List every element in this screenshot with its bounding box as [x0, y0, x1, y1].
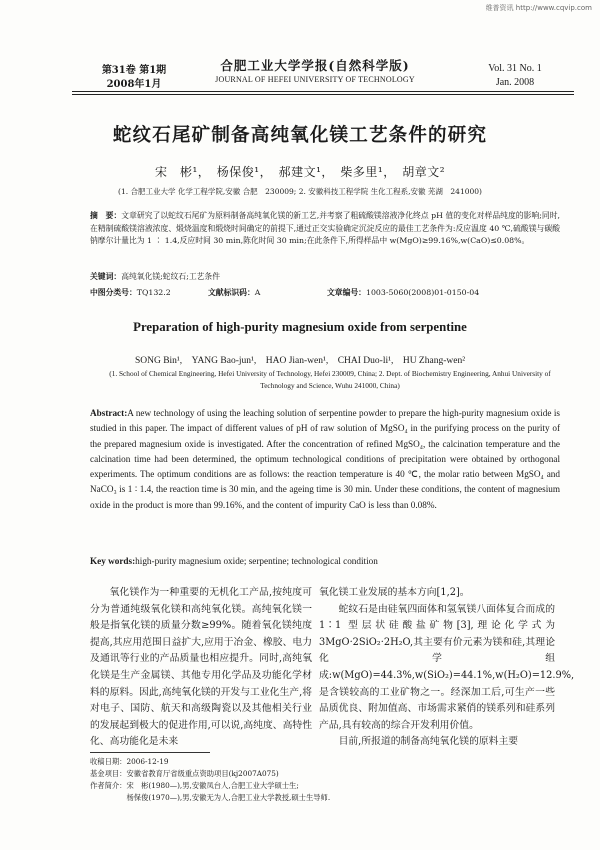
footnote-author-2: 杨保俊(1970—),男,安徽无为人,合肥工业大学教授,硕士生导师.: [90, 793, 331, 802]
volume-cn: 第31卷 第1期: [101, 65, 167, 76]
header-rule-thick: [72, 91, 574, 92]
abstract-en-label: Abstract:: [90, 408, 128, 418]
title-en: Preparation of high-purity magnesium oxide from serpentine: [133, 320, 467, 334]
footnote-author-1: 作者简介：宋 彬(1980—),男,安徽凤台人,合肥工业大学硕士生;: [90, 781, 299, 790]
abstract-en: [90, 406, 560, 513]
keywords-cn-text: 高纯氧化镁;蛇纹石;工艺条件: [121, 272, 221, 281]
authors-cn: 宋 彬¹， 杨保俊¹， 郝建文¹， 柴多里¹， 胡章文²: [154, 165, 446, 179]
footnote-rule: [90, 752, 210, 753]
footnotes: [90, 756, 490, 804]
abstract-cn-label: 摘 要：: [90, 211, 122, 220]
keywords-cn: [90, 271, 560, 284]
article-number: 文章编号：1003-5060(2008)01-0150-04: [327, 288, 480, 297]
footnote-received: 收稿日期：2006-12-19: [90, 757, 169, 766]
body-paragraph: 氧化镁工业发展的基本方向[1,2]。: [319, 587, 470, 598]
affiliation-en: (1. School of Chemical Engineering, Hefei University of Technology, Hefei 230009, China; 2. Dept. of Biochemistry Engineering, Anhui University of Technology and Science, Wuhu 241000, China): [109, 369, 551, 390]
doc-code: 文献标识码：A: [208, 288, 261, 297]
journal-name-cn: 合肥工业大学学报(自然科学版): [220, 58, 410, 73]
volume-en: Vol. 31 No. 1: [488, 63, 542, 74]
date-cn: 2008年1月: [106, 79, 162, 90]
abstract-cn-text: 文章研究了以蛇纹石尾矿为原料制备高纯氧化镁的新工艺,并考察了粗硫酸镁溶液净化终点 pH 值的变化对样品纯度的影响;同时,在精制硫酸镁溶液浓度、煅烧温度和煅烧时间确定的前提下,通过正交实验确定沉淀反应的最佳工艺条件为:反应温度 40 ℃,硫酸镁与碳酸钠摩尔计量比为 1 ∶ 1.4,反应时间 30 min,陈化时间 30 min;在此条件下,所得样品中 w(MgO)≥99.16%,w(CaO)≤0.08%。: [90, 211, 561, 246]
body-paragraph: 蛇纹石是由硅氧四面体和氢氧镁八面体复合而成的 1∶1 型层状硅酸盐矿物[3],理论化学式为 3MgO·2SiO₂·2H₂O,其主要有价元素为镁和硅,其理论化学组成:w(MgO)=44.3%,w(SiO₂)=44.1%,w(H₂O)=12.9%,是含镁较高的工业矿物之一。经深加工后,可生产一些品质优良、附加值高、市场需求紧俏的镁系列和硅系列产品,具有较高的综合开发利用价值。: [319, 603, 575, 731]
keywords-en: [90, 556, 560, 566]
date-en: Jan. 2008: [495, 77, 535, 88]
authors-en: SONG Bin¹, YANG Bao-jun¹, HAO Jian-wen¹, CHAI Duo-li¹, HU Zhang-wen²: [134, 356, 466, 366]
journal-name-en: JOURNAL OF HEFEI UNIVERSITY OF TECHNOLOGY: [215, 75, 415, 84]
body-column-left: [90, 585, 312, 751]
header-left: [88, 64, 180, 92]
abstract-cn: [90, 210, 560, 248]
keywords-cn-label: 关键词：: [90, 272, 122, 281]
title-cn: 蛇纹石尾矿制备高纯氧化镁工艺条件的研究: [112, 125, 488, 146]
header-right: [470, 62, 560, 90]
body-paragraph: 目前,所报道的制备高纯氧化镁的原料主要: [338, 736, 519, 748]
body-paragraph: 氧化镁作为一种重要的无机化工产品,按纯度可分为普通纯级氧化镁和高纯氧化镁。高纯氧化镁一般是指氧化镁的质量分数≥99%。随着氧化镁纯度提高,其应用范围日益扩大,应用于冶金、橡胶、电力及通讯等行业的产品质量也相应提升。同时,高纯氧化镁是生产金属镁、其他专用化学品及功能化学材料的原料。因此,高纯氧化镁的开发与工业化生产,将对电子、国防、航天和高级陶瓷以及其他相关行业的发展起到极大的促进作用,可以说,高纯度、高特性化、高功能化是未来: [90, 587, 312, 748]
keywords-en-label: Key words:: [90, 556, 136, 566]
header-journal: [190, 57, 440, 86]
body-column-right: [319, 585, 575, 751]
watermark: 维普资讯 http://www.cqvip.com: [485, 4, 592, 12]
footnote-funding: 基金项目：安徽省教育厅省级重点资助项目(kj2007A075): [90, 769, 279, 778]
keywords-en-text: high-purity magnesium oxide; serpentine; technological condition: [135, 556, 378, 566]
clc-number: 中图分类号：TQ132.2: [90, 288, 171, 297]
abstract-en-text: A new technology of using the leaching solution of serpentine powder to prepare the high-purity magnesium oxide is studied in this paper. The impact of different values of pH of raw solution of MgSO₄ in the purifying process on the purity of the prepared magnesium oxide is investigated. After the concentration of refined MgSO₄, the calcination temperature and the calcination time had been determined, the optimum technological conditions of precipitation were obtained by orthogonal experiments. The optimum conditions are as follows: the reaction temperature is 40 ℃, the molar ratio between MgSO₄ and NaCO₃ is 1 ∶ 1.4, the reaction time is 30 min, and the ageing time is 30 min. Under these conditions, the content of magnesium oxide in the product is more than 99.16%, and the content of impurity CaO is less than 0.08%.: [90, 408, 560, 510]
header-rule-thin: [72, 94, 574, 95]
affiliation-cn: (1. 合肥工业大学 化学工程学院,安徽 合肥 230009; 2. 安徽科技工程学院 生化工程系,安徽 芜湖 241000): [118, 187, 482, 196]
